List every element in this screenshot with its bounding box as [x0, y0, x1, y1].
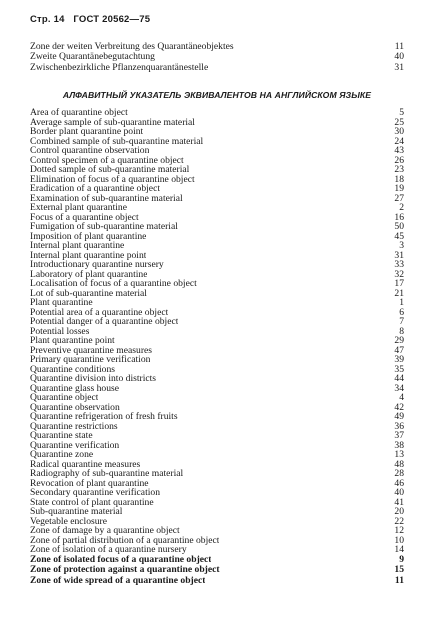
index-term: Potential danger of a quarantine object: [30, 317, 179, 327]
index-page-number: 42: [394, 401, 404, 413]
index-term: Control quarantine observation: [30, 146, 150, 156]
index-term: Zone of wide spread of a quarantine object: [30, 575, 206, 586]
index-entry: [30, 222, 404, 232]
index-entry: [30, 289, 404, 299]
index-entry: [30, 422, 404, 432]
index-entry: [30, 127, 404, 137]
index-term: Localisation of focus of a quarantine object: [30, 279, 197, 289]
index-page-number: 10: [394, 534, 404, 546]
index-entry: [30, 137, 404, 147]
index-entry: [30, 184, 404, 194]
index-entry: [30, 365, 404, 375]
index-page-number: 16: [394, 211, 404, 223]
index-entry: [30, 384, 404, 394]
index-entry: [30, 479, 404, 489]
index-term: Zwischenbezirkliche Pflanzenquarantänestelle: [30, 62, 209, 73]
index-page-number: 13: [394, 449, 404, 460]
index-entry: [30, 108, 404, 118]
index-term: Lot of sub-quarantine material: [30, 288, 147, 298]
index-page-number: 22: [394, 515, 404, 527]
index-page-number: 37: [394, 430, 404, 441]
index-entry: [30, 194, 404, 204]
index-term: Zone of protection against a quarantine object: [30, 565, 220, 576]
index-term: Radiography of sub-quarantine material: [30, 469, 184, 479]
index-page-number: 3: [399, 240, 404, 251]
index-page-number: 38: [394, 439, 404, 451]
index-term: Plant quarantine point: [30, 336, 115, 346]
index-term: Combined sample of sub-quarantine material: [30, 136, 204, 146]
index-entry: [30, 460, 404, 470]
index-page-number: 40: [394, 51, 404, 63]
index-page-number: 6: [399, 306, 404, 318]
index-entry: [30, 441, 404, 451]
index-term: Quarantine object: [30, 393, 99, 403]
index-page-number: 25: [394, 116, 404, 128]
index-page-number: 31: [394, 61, 404, 73]
index-page-number: 27: [394, 192, 404, 204]
index-page-number: 4: [399, 392, 404, 403]
index-term: Focus of a quarantine object: [30, 212, 139, 222]
index-page-number: 50: [394, 221, 404, 232]
index-entry: [30, 279, 404, 289]
english-equivalents-index: [30, 108, 404, 586]
index-page-number: 5: [399, 107, 404, 118]
index-page-number: 17: [394, 278, 404, 289]
index-term: Quarantine verification: [30, 440, 120, 450]
index-term: Zweite Quarantänebegutachtung: [30, 52, 155, 63]
index-entry: [30, 545, 404, 555]
index-entry: [30, 355, 404, 365]
index-page-number: 33: [394, 259, 404, 270]
index-term: Quarantine state: [30, 431, 93, 441]
index-page-number: 45: [394, 230, 404, 242]
index-entry: [30, 555, 404, 566]
index-term: Quarantine division into districts: [30, 374, 157, 384]
index-entry: [30, 156, 404, 166]
index-term: Zone of isolation of a quarantine nursery: [30, 545, 187, 555]
index-page-number: 49: [394, 411, 404, 422]
index-entry: [30, 507, 404, 517]
index-entry: [30, 42, 404, 52]
index-entry: [30, 317, 404, 327]
standard-code: ГОСТ 20562—75: [73, 14, 151, 25]
index-term: Quarantine glass house: [30, 383, 119, 393]
index-term: Introductionary quarantine nursery: [30, 260, 164, 270]
index-term: Quarantine refrigeration of fresh fruits: [30, 412, 178, 422]
index-entry: [30, 565, 404, 576]
index-term: Elimination of focus of a quarantine object: [30, 174, 195, 184]
index-term: Examination of sub-quarantine material: [30, 193, 183, 203]
index-entry: [30, 431, 404, 441]
index-term: Vegetable enclosure: [30, 516, 107, 526]
index-page-number: 36: [394, 420, 404, 432]
index-page-number: 35: [394, 363, 404, 375]
index-entry: [30, 251, 404, 261]
index-term: Border plant quarantine point: [30, 127, 144, 137]
index-entry: [30, 165, 404, 175]
index-entry: [30, 346, 404, 356]
index-term: Quarantine conditions: [30, 364, 115, 374]
index-term: Zone of damage by a quarantine object: [30, 526, 180, 536]
index-page-number: 19: [394, 183, 404, 194]
index-term: Zone of isolated focus of a quarantine object: [30, 554, 212, 565]
index-term: Average sample of sub-quarantine material: [30, 117, 195, 127]
index-entry: [30, 498, 404, 508]
index-page-number: 23: [394, 164, 404, 175]
index-entry: [30, 118, 404, 128]
index-term: Plant quarantine: [30, 298, 93, 308]
index-entry: [30, 469, 404, 479]
index-term: Quarantine zone: [30, 450, 94, 460]
index-entry: [30, 336, 404, 346]
index-page-number: 2: [399, 202, 404, 213]
index-entry: [30, 52, 404, 62]
index-term: Revocation of plant quarantine: [30, 478, 149, 488]
index-term: Quarantine restrictions: [30, 421, 118, 431]
index-entry: [30, 308, 404, 318]
index-term: Area of quarantine object: [30, 108, 128, 118]
index-term: Internal plant quarantine point: [30, 250, 147, 260]
index-entry: [30, 412, 404, 422]
index-term: Sub-quarantine material: [30, 507, 123, 517]
index-entry: [30, 63, 404, 73]
index-entry: [30, 203, 404, 213]
index-term: Potential area of a quarantine object: [30, 307, 169, 317]
index-term: Control specimen of a quarantine object: [30, 155, 184, 165]
index-entry: [30, 327, 404, 337]
index-page-number: 28: [394, 468, 404, 479]
index-page-number: 9: [399, 553, 404, 565]
index-entry: [30, 517, 404, 527]
index-term: Preventive quarantine measures: [30, 345, 153, 355]
index-entry: [30, 175, 404, 185]
index-page-number: 44: [394, 373, 404, 384]
index-term: Eradication of a quarantine object: [30, 184, 160, 194]
index-entry: [30, 213, 404, 223]
index-page-number: 29: [394, 335, 404, 346]
index-page-number: 39: [394, 354, 404, 365]
index-term: Fumigation of sub-quarantine material: [30, 222, 178, 232]
index-term: State control of plant quarantine: [30, 497, 154, 507]
index-page-number: 12: [394, 525, 404, 536]
index-page-number: 31: [394, 249, 404, 261]
index-entry: [30, 298, 404, 308]
index-heading: АЛФАВИТНЫЙ УКАЗАТЕЛЬ ЭКВИВАЛЕНТОВ НА АНГЛИЙСКОМ ЯЗЫКЕ: [62, 90, 372, 100]
index-page-number: 46: [394, 477, 404, 489]
index-page-number: 20: [394, 506, 404, 517]
page-header: [30, 14, 156, 25]
index-entry: [30, 241, 404, 251]
index-page-number: 30: [394, 126, 404, 137]
index-term: Zone der weiten Verbreitung des Quarantäneobjektes: [30, 42, 234, 52]
index-page-number: 40: [394, 487, 404, 498]
page-number: Стр. 14: [30, 14, 65, 25]
index-page-number: 48: [394, 458, 404, 470]
index-page-number: 1: [399, 297, 404, 308]
index-page-number: 26: [394, 154, 404, 166]
index-page-number: 18: [394, 173, 404, 185]
index-term: Potential losses: [30, 326, 90, 336]
index-term: Imposition of plant quarantine: [30, 231, 147, 241]
index-page-number: 47: [394, 344, 404, 356]
index-term: Radical quarantine measures: [30, 459, 141, 469]
index-entry: [30, 450, 404, 460]
index-page-number: 8: [399, 325, 404, 337]
index-term: Laboratory of plant quarantine: [30, 269, 148, 279]
index-term: Internal plant quarantine: [30, 241, 125, 251]
index-page-number: 14: [394, 544, 404, 555]
index-entry: [30, 393, 404, 403]
index-entry: [30, 260, 404, 270]
index-term: Quarantine observation: [30, 402, 120, 412]
index-term: Dotted sample of sub-quarantine material: [30, 165, 190, 175]
german-index-continuation: [30, 42, 404, 73]
index-page-number: 24: [394, 135, 404, 147]
index-entry: [30, 232, 404, 242]
index-page-number: 41: [394, 496, 404, 508]
index-page-number: 15: [394, 564, 404, 576]
index-term: External plant quarantine: [30, 203, 127, 213]
index-page-number: 34: [394, 382, 404, 394]
index-entry: [30, 270, 404, 280]
index-term: Zone of partial distribution of a quarantine object: [30, 535, 220, 545]
index-entry: [30, 536, 404, 546]
index-entry: [30, 374, 404, 384]
index-page-number: 11: [394, 41, 404, 52]
index-page-number: 7: [399, 316, 404, 327]
index-entry: [30, 526, 404, 536]
index-page-number: 11: [394, 574, 404, 586]
index-entry: [30, 488, 404, 498]
index-page-number: 32: [394, 268, 404, 280]
index-term: Secondary quarantine verification: [30, 488, 160, 498]
index-term: Primary quarantine verification: [30, 355, 151, 365]
index-page-number: 21: [394, 287, 404, 299]
index-entry: [30, 146, 404, 156]
index-entry: [30, 576, 404, 587]
index-page-number: 43: [394, 145, 404, 156]
index-entry: [30, 403, 404, 413]
